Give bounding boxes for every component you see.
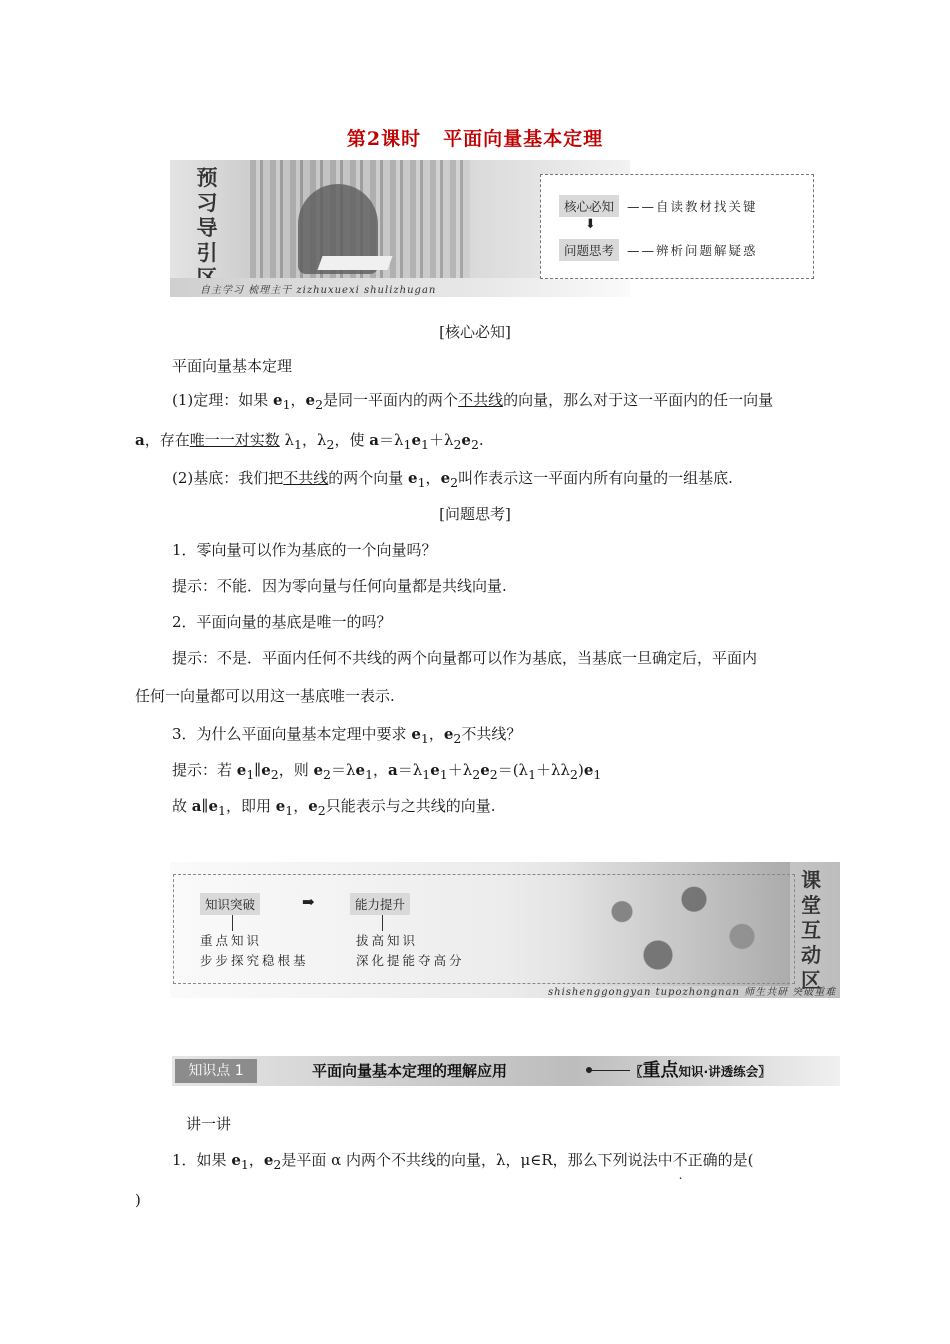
text: 是平面 α 内两个不共线的向量，λ，μ∈R，那么下列说法中 bbox=[281, 1151, 673, 1169]
vec: a bbox=[191, 797, 202, 815]
class-vertical-title bbox=[791, 868, 831, 993]
definition-basis bbox=[172, 468, 733, 493]
text: ＝(λ bbox=[497, 761, 529, 779]
text: ， bbox=[293, 797, 309, 815]
vtitle-char: 导 bbox=[196, 216, 218, 240]
underlined-term: 不共线 bbox=[283, 469, 329, 487]
sub: 2 bbox=[472, 767, 481, 782]
sub: 1 bbox=[420, 731, 429, 746]
sub: 2 bbox=[326, 437, 335, 452]
text: ， bbox=[373, 761, 389, 779]
question-1: 1．零向量可以作为基底的一个向量吗？ bbox=[172, 541, 437, 559]
preview-subtitle: 自主学习 梳理主干 zizhuxuexi shulizhugan bbox=[200, 285, 437, 296]
definition-theorem-line2 bbox=[135, 430, 484, 455]
text: ∥ bbox=[254, 761, 262, 779]
core-knowledge-tag: 核心必知 bbox=[559, 195, 619, 217]
question-thinking-tag: 问题思考 bbox=[559, 239, 619, 261]
knowledge-point-label: 知识点 1 bbox=[175, 1059, 257, 1083]
knowledge-point-topic: 平面向量基本定理的理解应用 bbox=[312, 1062, 508, 1080]
vtitle-char: 互 bbox=[801, 918, 821, 942]
vec: e bbox=[273, 391, 283, 409]
knowledge-breakthrough-tag: 知识突破 bbox=[200, 893, 260, 915]
sub: 1 bbox=[365, 767, 374, 782]
section-heading-core: [核心必知] bbox=[439, 323, 511, 341]
theorem-title: 平面向量基本定理 bbox=[172, 357, 293, 375]
ability-improvement-tag: 能力提升 bbox=[350, 893, 410, 915]
knowledge-point-bar bbox=[172, 1056, 840, 1086]
text: ， bbox=[425, 469, 441, 487]
right-arrow-icon: ➡ bbox=[302, 893, 315, 911]
right-line2: 深化提能夺高分 bbox=[356, 953, 465, 968]
vtitle-char: 堂 bbox=[801, 893, 821, 917]
vec: e bbox=[480, 761, 490, 779]
sub: 1 bbox=[403, 437, 412, 452]
sub: 1 bbox=[422, 767, 431, 782]
underlined-term: 唯一一对实数 bbox=[189, 431, 280, 449]
question-thinking-text: ——辨析问题解疑惑 bbox=[627, 243, 758, 258]
text: ，λ bbox=[302, 431, 327, 449]
class-subtitle: shishenggongyan tupozhongnan 师生共研 突破重难 bbox=[548, 987, 837, 998]
text: ，则 bbox=[278, 761, 314, 779]
text: 故 bbox=[172, 797, 192, 815]
sub: 2 bbox=[270, 767, 279, 782]
vtitle-char: 课 bbox=[801, 868, 821, 892]
text: 只能表示与之共线的向量. bbox=[325, 797, 496, 815]
vec: e bbox=[430, 761, 440, 779]
right-line1: 拔高知识 bbox=[356, 933, 419, 948]
lecture-label: 讲一讲 bbox=[186, 1115, 232, 1133]
sub: 2 bbox=[315, 397, 324, 412]
vec: a bbox=[369, 431, 379, 449]
text: 知识·讲透练会〗 bbox=[678, 1064, 771, 1079]
connector-line bbox=[382, 915, 383, 931]
text: (1)定理：如果 bbox=[172, 391, 274, 409]
vec: e bbox=[411, 725, 421, 743]
example-1 bbox=[172, 1150, 754, 1182]
vec: e bbox=[236, 761, 247, 779]
sub: 2 bbox=[273, 1157, 282, 1172]
sub: 1 bbox=[528, 767, 537, 782]
vec: e bbox=[275, 797, 286, 815]
text: ，存在 bbox=[144, 431, 190, 449]
vtitle-char: 动 bbox=[801, 943, 821, 967]
text: 不 bbox=[672, 1151, 688, 1169]
left-line1: 重点知识 bbox=[200, 933, 263, 948]
definition-theorem bbox=[172, 390, 773, 415]
page-title bbox=[0, 124, 950, 151]
answer-2-line1: 提示：不是．平面内任何不共线的两个向量都可以作为基底，当基底一旦确定后，平面内 bbox=[172, 649, 758, 667]
vec: e bbox=[208, 797, 218, 815]
text: ∥ bbox=[201, 797, 209, 815]
sub: 2 bbox=[570, 767, 578, 782]
text: 不共线？ bbox=[461, 725, 522, 743]
sub: 1 bbox=[282, 397, 291, 412]
class-interaction-banner bbox=[170, 862, 840, 998]
text: 3．为什么平面向量基本定理中要求 bbox=[172, 725, 412, 743]
sub: 2 bbox=[450, 475, 459, 490]
vec: e bbox=[355, 761, 366, 779]
sub: 1 bbox=[593, 767, 602, 782]
text: λ bbox=[279, 431, 295, 449]
sub: 2 bbox=[470, 437, 479, 452]
lesson-number: 第2课时 bbox=[346, 128, 422, 150]
text: 提示：若 bbox=[172, 761, 237, 779]
answer-3-line2 bbox=[172, 796, 496, 821]
book-image bbox=[317, 256, 392, 270]
text: (2)基底：我们把 bbox=[172, 469, 284, 487]
vec: e bbox=[408, 469, 418, 487]
sub: 2 bbox=[317, 803, 326, 818]
left-line2: 步步探究稳根基 bbox=[200, 953, 309, 968]
text: ，即用 bbox=[225, 797, 276, 815]
text: ＋λ bbox=[447, 761, 473, 779]
text: . bbox=[478, 431, 484, 449]
connector-line bbox=[590, 1070, 630, 1071]
vtitle-char: 预 bbox=[196, 166, 218, 190]
text: 〖 bbox=[630, 1064, 643, 1079]
sub: 1 bbox=[421, 437, 429, 452]
sub: 2 bbox=[323, 767, 331, 782]
sub: 1 bbox=[240, 1157, 249, 1172]
vec: e bbox=[313, 761, 324, 779]
vec: e bbox=[261, 761, 271, 779]
core-knowledge-text: ——自读教材找关键 bbox=[627, 199, 758, 214]
vec: a bbox=[135, 431, 145, 449]
class-banner-dashed-box bbox=[173, 874, 795, 984]
underlined-term: 不共线 bbox=[458, 391, 504, 409]
sub: 1 bbox=[285, 803, 294, 818]
connector-line bbox=[232, 915, 233, 931]
vec: e bbox=[443, 725, 454, 743]
answer-1: 提示：不能．因为零向量与任何向量都是共线向量. bbox=[172, 577, 507, 595]
text: ＝λ bbox=[378, 431, 404, 449]
vec: e bbox=[411, 431, 421, 449]
vec: e bbox=[440, 469, 451, 487]
vec: e bbox=[461, 431, 471, 449]
sub: 1 bbox=[417, 475, 426, 490]
key-knowledge-label bbox=[630, 1059, 771, 1084]
vtitle-char: 区 bbox=[801, 968, 821, 992]
vec: e bbox=[231, 1151, 241, 1169]
text: ，使 bbox=[334, 431, 370, 449]
sub: 2 bbox=[453, 731, 462, 746]
question-2: 2．平面向量的基底是唯一的吗？ bbox=[172, 613, 392, 631]
text: 的两个向量 bbox=[328, 469, 409, 487]
answer-2-line2: 任何一向量都可以用这一基底唯一表示. bbox=[135, 687, 395, 705]
lesson-topic: 平面向量基本定理 bbox=[443, 128, 604, 150]
vec: a bbox=[388, 761, 398, 779]
text: ＋λ bbox=[428, 431, 454, 449]
sub: 1 bbox=[439, 767, 448, 782]
text: 正确的是( bbox=[687, 1151, 754, 1169]
text: ＝λ bbox=[397, 761, 423, 779]
vec: e bbox=[305, 391, 316, 409]
question-3 bbox=[172, 724, 521, 749]
vec: e bbox=[308, 797, 318, 815]
text: 1．如果 bbox=[172, 1151, 232, 1169]
text: ， bbox=[428, 725, 444, 743]
vec: e bbox=[583, 761, 594, 779]
sub: 1 bbox=[246, 767, 255, 782]
sub: 2 bbox=[453, 437, 462, 452]
text: 是同一平面内的两个 bbox=[323, 391, 459, 409]
sub: 2 bbox=[489, 767, 498, 782]
vtitle-char: 引 bbox=[196, 241, 218, 265]
text: ， bbox=[290, 391, 306, 409]
sub: 1 bbox=[294, 437, 302, 452]
emphasized-not: 不 . bbox=[672, 1151, 688, 1182]
preview-guide-box bbox=[540, 174, 814, 279]
text: ＝λ bbox=[331, 761, 356, 779]
example-1-close: ) bbox=[135, 1191, 141, 1209]
text: 的向量，那么对于这一平面内的任一向量 bbox=[503, 391, 774, 409]
vec: e bbox=[263, 1151, 274, 1169]
vtitle-char: 习 bbox=[196, 191, 218, 215]
text: ， bbox=[248, 1151, 264, 1169]
preview-vertical-title bbox=[192, 166, 222, 291]
section-heading-questions: [问题思考] bbox=[439, 505, 511, 523]
down-arrow-icon: ⬇ bbox=[585, 217, 596, 232]
sub: 1 bbox=[218, 803, 226, 818]
answer-3-line1 bbox=[172, 760, 601, 785]
emphasis-text: 重点 bbox=[642, 1060, 679, 1081]
text: ) bbox=[577, 761, 584, 779]
text: 叫作表示这一平面内所有向量的一组基底. bbox=[458, 469, 733, 487]
text: ＋λλ bbox=[536, 761, 571, 779]
